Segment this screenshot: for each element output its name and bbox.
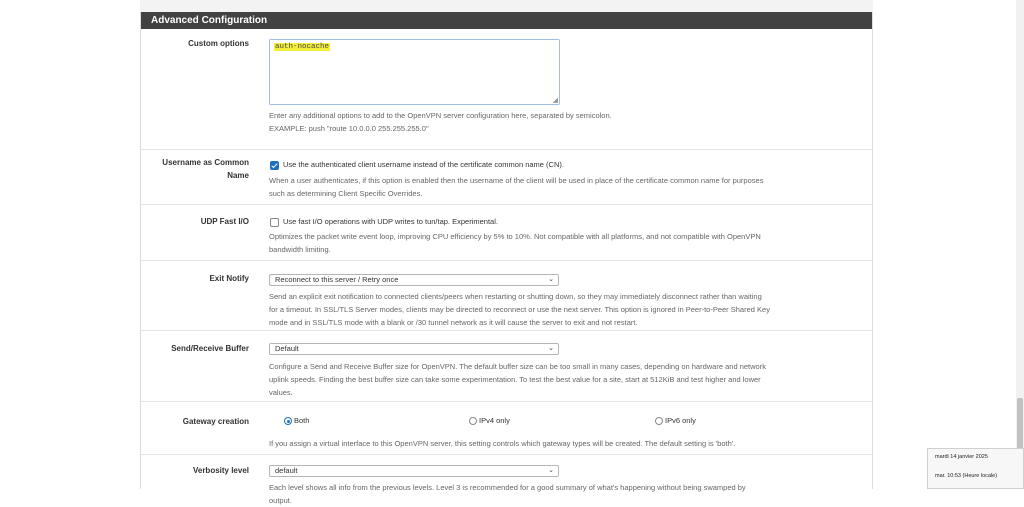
advanced-configuration-panel	[140, 12, 873, 505]
gateway-both-radio[interactable]	[284, 417, 292, 425]
custom-options-help	[269, 109, 869, 135]
exit-notify-row	[141, 261, 872, 331]
verbosity-level-select[interactable]	[269, 465, 559, 477]
username-cn-label	[149, 156, 249, 182]
udp-fast-io-help	[269, 230, 869, 256]
username-cn-row	[141, 150, 872, 205]
gateway-creation-help: If you assign a virtual interface to this OpenVPN server, this setting controls which gateway types will be created. The default setting is 'both'.	[269, 439, 736, 448]
exit-notify-label: Exit Notify	[209, 274, 249, 283]
username-cn-checkbox-label[interactable]: Use the authenticated client username instead of the certificate common name (CN).	[283, 160, 564, 169]
verbosity-level-row	[141, 455, 872, 505]
send-receive-buffer-label: Send/Receive Buffer	[171, 344, 249, 353]
udp-fast-io-row	[141, 205, 872, 261]
exit-notify-help	[269, 290, 869, 329]
udp-fast-io-checkbox-label[interactable]: Use fast I/O operations with UDP writes to tun/tap. Experimental.	[283, 217, 498, 226]
panel-heading: Advanced Configuration	[141, 12, 872, 29]
custom-options-help-line: Enter any additional options to add to the OpenVPN server configuration here, separated by semicolon.	[269, 111, 612, 120]
custom-options-label: Custom options	[188, 39, 249, 48]
gateway-creation-row	[141, 402, 872, 455]
tooltip-date: mardi 14 janvier 2025	[935, 454, 988, 460]
exit-notify-help-line1: Send an explicit exit notification to connected clients/peers when restarting or shutting down, so they may immediately disconnect rather than waiting	[269, 292, 762, 301]
send-receive-buffer-help-line1: Configure a Send and Receive Buffer size for OpenVPN. The default buffer size can be too small in many cases, depending on hardware and network	[269, 362, 766, 371]
gateway-creation-label: Gateway creation	[182, 417, 249, 426]
gateway-ipv4-radio[interactable]	[469, 417, 477, 425]
gateway-ipv6-radio[interactable]	[655, 417, 663, 425]
gateway-ipv6-label[interactable]: IPv6 only	[665, 416, 696, 425]
custom-options-row	[141, 29, 872, 150]
verbosity-level-selected: default	[275, 466, 298, 475]
gateway-both-label[interactable]: Both	[294, 416, 310, 425]
username-cn-label-line1: Username as Common	[162, 158, 249, 167]
exit-notify-help-line3: mode and in SSL/TLS mode with a blank or /30 tunnel network as it will cause the server to exit and not restart.	[269, 318, 638, 327]
udp-fast-io-help-line2: bandwidth limiting.	[269, 245, 331, 254]
send-receive-buffer-selected: Default	[275, 344, 299, 353]
custom-options-textarea[interactable]	[269, 39, 560, 105]
chevron-down-icon: ⌄	[548, 345, 554, 352]
chevron-down-icon: ⌄	[548, 467, 554, 474]
exit-notify-help-line2: for a timeout. In SSL/TLS Server modes, clients may be directed to reconnect or use the next server. This option is ignored in Peer-to-Peer Shared Key	[269, 305, 770, 314]
send-receive-buffer-help-line2: uplink speeds. Finding the best buffer size can take some experimentation. To test the best value for a site, start at 512KiB and test higher and lower	[269, 375, 761, 384]
page-scrollbar[interactable]	[1016, 0, 1024, 489]
custom-options-value: auth-nocache	[275, 43, 330, 51]
send-receive-buffer-select[interactable]	[269, 343, 559, 355]
udp-fast-io-checkbox[interactable]	[270, 218, 279, 227]
chevron-down-icon: ⌄	[548, 276, 554, 283]
udp-fast-io-help-line1: Optimizes the packet write event loop, improving CPU efficiency by 5% to 10%. Not compatible with all platforms, and not compatible with OpenVPN	[269, 232, 761, 241]
resize-grip-icon[interactable]: ◢	[552, 97, 558, 104]
send-receive-buffer-help	[269, 360, 869, 399]
username-cn-help-line1: When a user authenticates, if this option is enabled then the username of the client will be used in place of the certificate common name for purposes	[269, 176, 764, 185]
exit-notify-selected: Reconnect to this server / Retry once	[275, 275, 399, 284]
verbosity-level-help-line1: Each level shows all info from the previous levels. Level 3 is recommended for a good summary of what's happening without being swamped by	[269, 483, 746, 492]
clock-tooltip	[927, 448, 1024, 489]
username-cn-label-line2: Name	[227, 171, 249, 180]
username-cn-help	[269, 174, 869, 200]
gateway-ipv4-label[interactable]: IPv4 only	[479, 416, 510, 425]
send-receive-buffer-help-line3: values.	[269, 388, 293, 397]
udp-fast-io-label: UDP Fast I/O	[200, 217, 249, 226]
username-cn-help-line2: such as determining Client Specific Overrides.	[269, 189, 423, 198]
verbosity-level-label: Verbosity level	[192, 466, 249, 475]
top-strip	[140, 0, 873, 12]
exit-notify-select[interactable]	[269, 274, 559, 286]
username-cn-checkbox[interactable]	[270, 161, 279, 170]
custom-options-example: EXAMPLE: push "route 10.0.0.0 255.255.255.0"	[269, 124, 429, 133]
verbosity-level-help	[269, 481, 869, 507]
send-receive-buffer-row	[141, 331, 872, 402]
verbosity-level-help-line2: output.	[269, 496, 292, 505]
tooltip-time: mar. 10:53 (Heure locale)	[935, 473, 998, 479]
